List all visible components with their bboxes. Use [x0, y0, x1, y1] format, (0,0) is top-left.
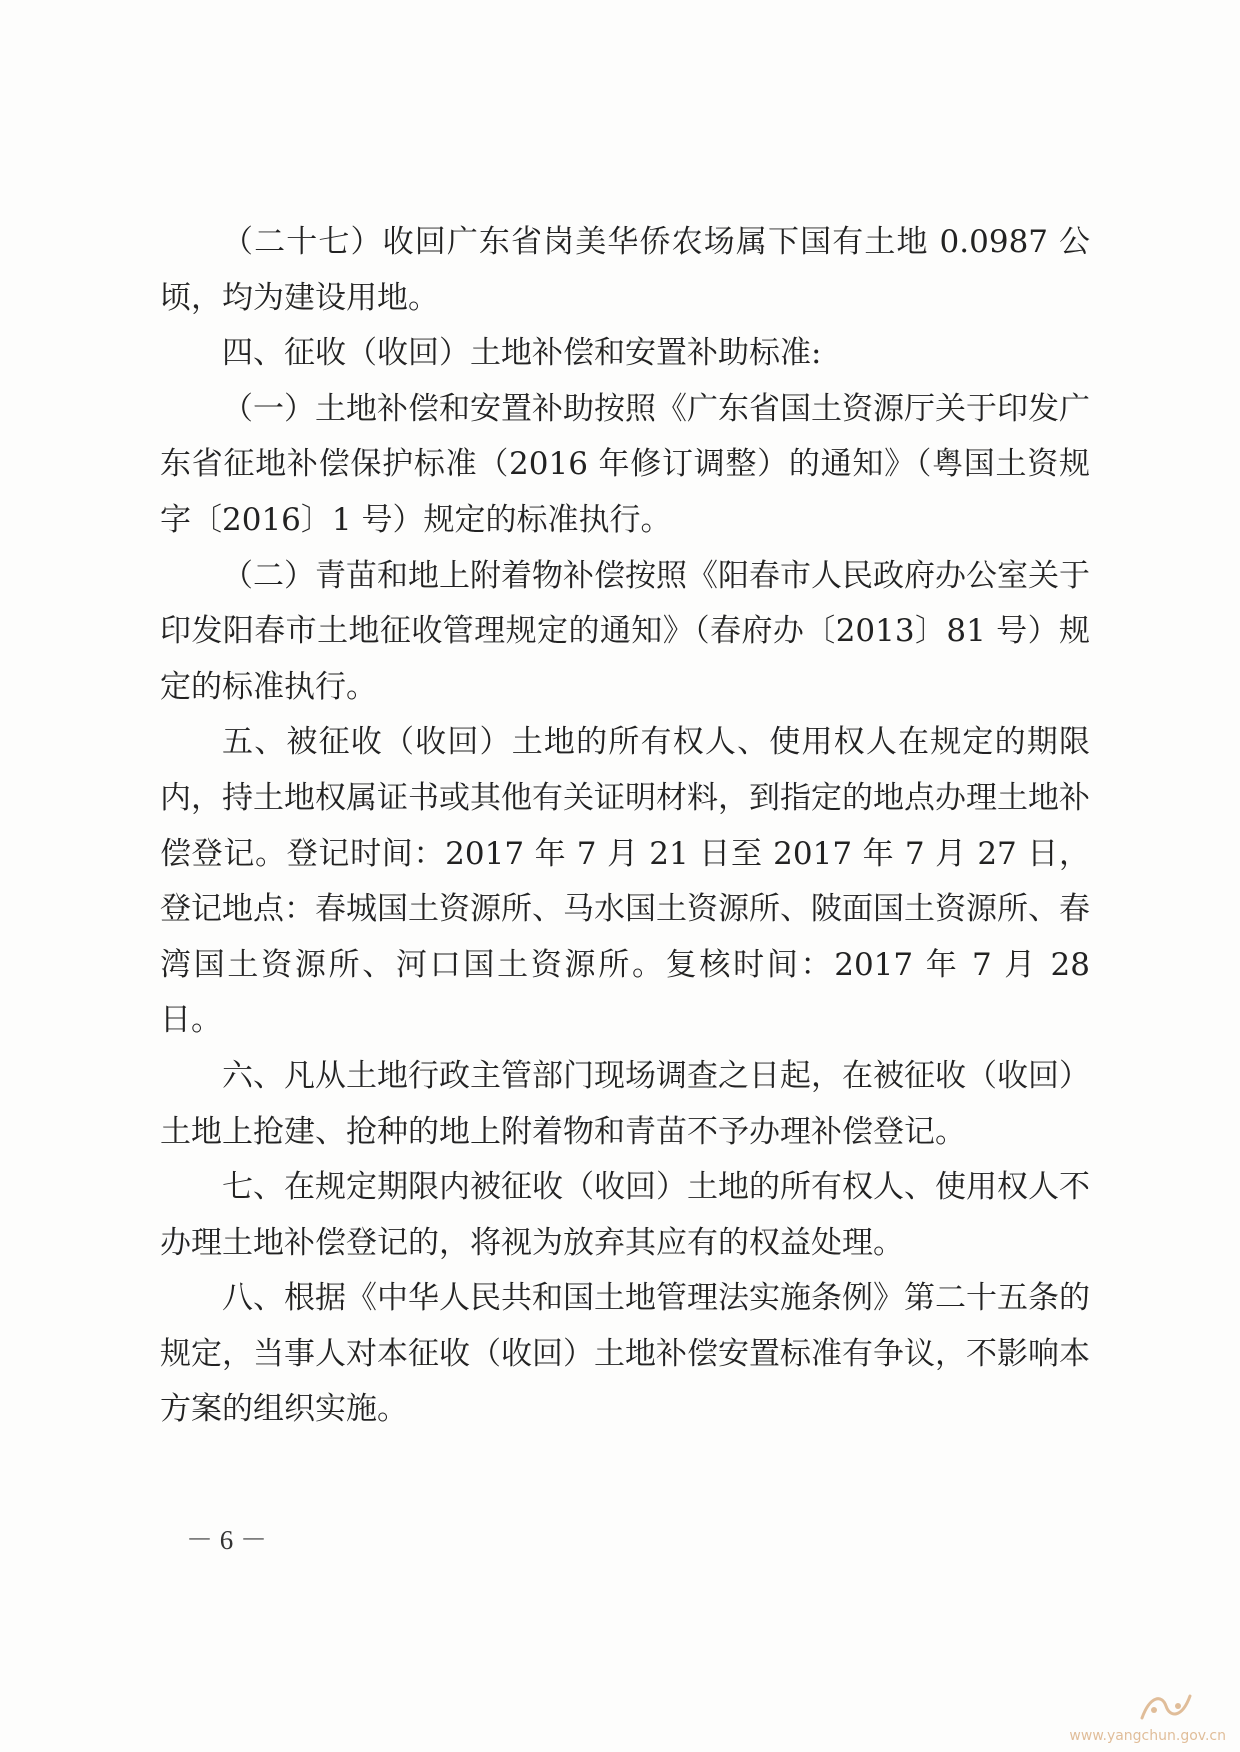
paragraph-section-5: 五、被征收（收回）土地的所有权人、使用权人在规定的期限内，持土地权属证书或其他有关证明材料，到指定的地点办理土地补偿登记。登记时间：2017 年 7 月 21 日至 2017 年 7 月 27 日，登记地点：春城国土资源所、马水国土资源所、陂面国土资源所、春湾国土资源所、河口国土资源所。复核时间：2017 年 7 月 28 日。 — [160, 724, 1090, 1039]
paragraph-section-8: 八、根据《中华人民共和国土地管理法实施条例》第二十五条的规定，当事人对本征收（收回）土地补偿安置标准有争议，不影响本方案的组织实施。 — [160, 1280, 1090, 1428]
paragraph-section-4-heading: 四、征收（收回）土地补偿和安置补助标准: — [222, 335, 822, 372]
paragraph-section-6: 六、凡从土地行政主管部门现场调查之日起，在被征收（收回）土地上抢建、抢种的地上附着物和青苗不予办理补偿登记。 — [160, 1057, 1090, 1150]
paragraph-section-4-item-2: （二）青苗和地上附着物补偿按照《阳春市人民政府办公室关于印发阳春市土地征收管理规定的通知》（春府办〔2013〕81 号）规定的标准执行。 — [160, 557, 1090, 705]
page-number: － 6 － — [186, 1525, 267, 1555]
watermark-logo-icon — [1136, 1688, 1196, 1726]
watermark-url: www.yangchun.gov.cn — [1069, 1728, 1226, 1744]
site-watermark — [1069, 1688, 1226, 1744]
paragraph-land-recovery-27: （二十七）收回广东省岗美华侨农场属下国有土地 0.0987 公顷，均为建设用地。 — [160, 224, 1090, 316]
document-body — [160, 215, 1090, 1438]
paragraph-section-7: 七、在规定期限内被征收（收回）土地的所有权人、使用权人不办理土地补偿登记的，将视为放弃其应有的权益处理。 — [160, 1169, 1090, 1261]
paragraph-section-4-item-1: （一）土地补偿和安置补助按照《广东省国土资源厅关于印发广东省征地补偿保护标准（2016 年修订调整）的通知》（粤国土资规字〔2016〕1 号）规定的标准执行。 — [160, 390, 1090, 538]
